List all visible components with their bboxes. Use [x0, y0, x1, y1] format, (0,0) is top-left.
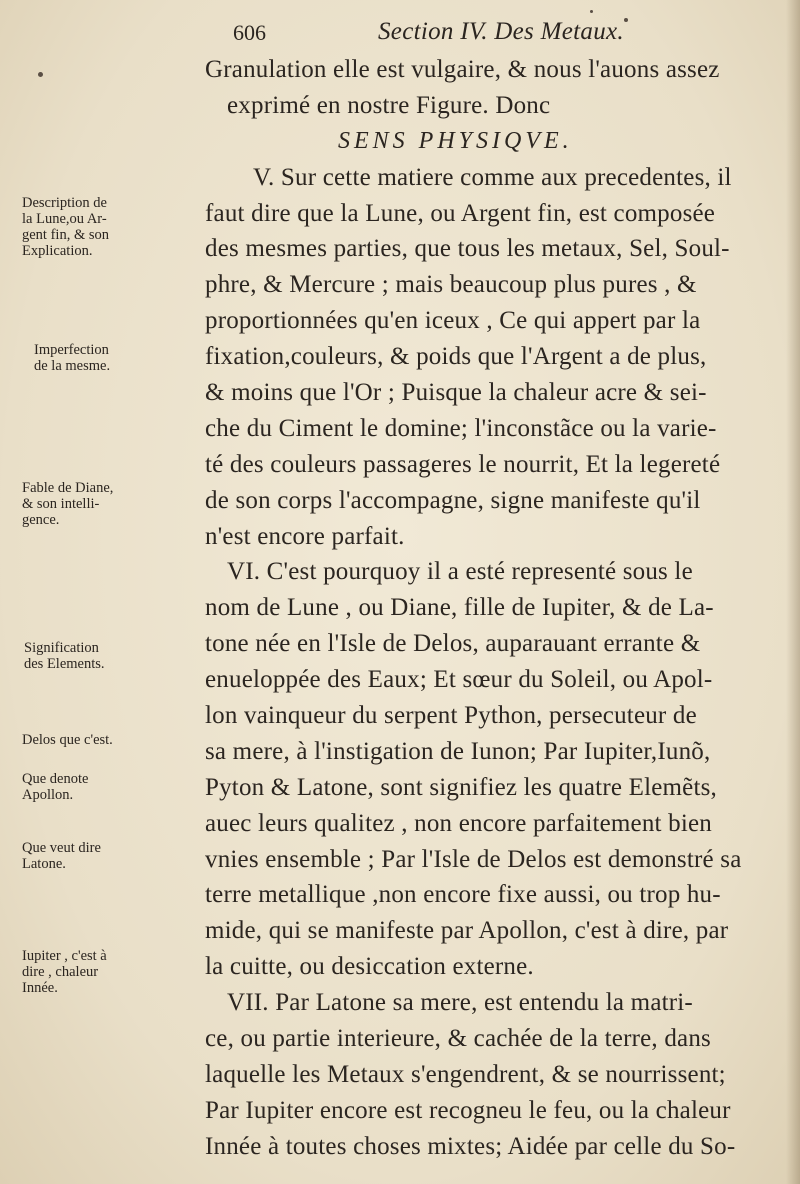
- margin-note-apollon: [22, 771, 167, 803]
- margin-note-imperfection: [34, 342, 179, 374]
- margin-note-iupiter: [22, 948, 167, 996]
- margin-note-line: & son intelli-: [22, 496, 100, 512]
- paper-speck: [624, 18, 628, 22]
- margin-note-delos: [22, 732, 167, 748]
- body-line: VII. Par Latone sa mere, est entendu la matri-: [227, 989, 693, 1017]
- margin-note-line: dire , chaleur: [22, 964, 99, 980]
- body-line: che du Ciment le domine; l'inconstãce ou la varie-: [205, 414, 717, 442]
- body-line: mide, qui se manifeste par Apollon, c'est à dire, par: [205, 917, 729, 945]
- margin-note-line: Latone.: [22, 856, 66, 872]
- margin-note-line: Fable de Diane,: [22, 480, 114, 496]
- margin-note-line: Iupiter , c'est à: [22, 948, 107, 964]
- page-edge-shadow: [786, 0, 800, 1184]
- margin-note-line: Innée.: [22, 980, 58, 996]
- section-heading: SENS PHYSIQVE.: [338, 127, 573, 154]
- margin-note-line: gence.: [22, 512, 60, 528]
- body-line: ce, ou partie interieure, & cachée de la terre, dans: [205, 1025, 711, 1053]
- body-line: phre, & Mercure ; mais beaucoup plus pures , &: [205, 271, 697, 299]
- body-line: Pyton & Latone, sont signifiez les quatre Elemẽts,: [205, 773, 717, 801]
- body-line: Innée à toutes choses mixtes; Aidée par celle du So-: [205, 1132, 736, 1160]
- margin-note-line: Delos que c'est.: [22, 732, 113, 748]
- margin-note-line: de la mesme.: [34, 358, 111, 374]
- body-line: & moins que l'Or ; Puisque la chaleur acre & sei-: [205, 379, 707, 407]
- margin-note-line: Apollon.: [22, 787, 74, 803]
- body-line: exprimé en nostre Figure. Donc: [227, 91, 551, 119]
- body-line: VI. C'est pourquoy il a esté representé sous le: [227, 558, 693, 586]
- body-line: tone née en l'Isle de Delos, auparauant errante &: [205, 630, 701, 658]
- main-text: [205, 52, 785, 1165]
- body-line: terre metallique ,non encore fixe aussi, ou trop hu-: [205, 881, 721, 909]
- running-title: Section IV. Des Metaux.: [378, 18, 624, 45]
- body-line: des mesmes parties, que tous les metaux, Sel, Soul-: [205, 235, 730, 263]
- margin-note-line: Que veut dire: [22, 840, 101, 856]
- body-line: nom de Lune , ou Diane, fille de Iupiter, & de La-: [205, 594, 714, 622]
- margin-note-line: Explication.: [22, 243, 93, 259]
- margin-note-line: Description de: [22, 195, 107, 211]
- margin-note-latone: [22, 840, 167, 872]
- body-line: laquelle les Metaux s'engendrent, & se nourrissent;: [205, 1060, 726, 1088]
- body-line: lon vainqueur du serpent Python, persecuteur de: [205, 702, 697, 730]
- body-line: V. Sur cette matiere comme aux precedentes, il: [253, 163, 732, 191]
- page-number: 606: [233, 20, 266, 45]
- body-line: n'est encore parfait.: [205, 522, 405, 550]
- body-line: Par Iupiter encore est recogneu le feu, ou la chaleur: [205, 1096, 731, 1124]
- margin-note-line: Signification: [24, 640, 99, 656]
- body-line: auec leurs qualitez , non encore parfaitement bien: [205, 809, 712, 837]
- margin-note-line: Que denote: [22, 771, 89, 787]
- margin-note-line: Imperfection: [34, 342, 109, 358]
- paper-speck: [590, 10, 593, 13]
- body-line: proportionnées qu'en iceux , Ce qui appert par la: [205, 307, 701, 335]
- margin-note-signification: [24, 640, 169, 672]
- margin-note-line: gent fin, & son: [22, 227, 109, 243]
- body-line: faut dire que la Lune, ou Argent fin, est composée: [205, 199, 716, 227]
- body-line: fixation,couleurs, & poids que l'Argent a de plus,: [205, 343, 707, 371]
- body-line: enueloppée des Eaux; Et sœur du Soleil, ou Apol-: [205, 666, 713, 694]
- body-line: sa mere, à l'instigation de Iunon; Par Iupiter,Iunõ,: [205, 737, 711, 765]
- body-line: té des couleurs passageres le nourrit, Et la legereté: [205, 450, 721, 478]
- margin-note-description: [22, 195, 167, 259]
- paper-speck: [38, 72, 43, 77]
- body-line: vnies ensemble ; Par l'Isle de Delos est demonstré sa: [205, 845, 742, 873]
- body-line: Granulation elle est vulgaire, & nous l'auons assez: [205, 56, 720, 83]
- body-line: de son corps l'accompagne, signe manifeste qu'il: [205, 486, 701, 514]
- margin-note-fable: [22, 480, 167, 528]
- body-line: la cuitte, ou desiccation externe.: [205, 953, 534, 981]
- margin-note-line: des Elements.: [24, 656, 105, 672]
- margin-note-line: la Lune,ou Ar-: [22, 211, 107, 227]
